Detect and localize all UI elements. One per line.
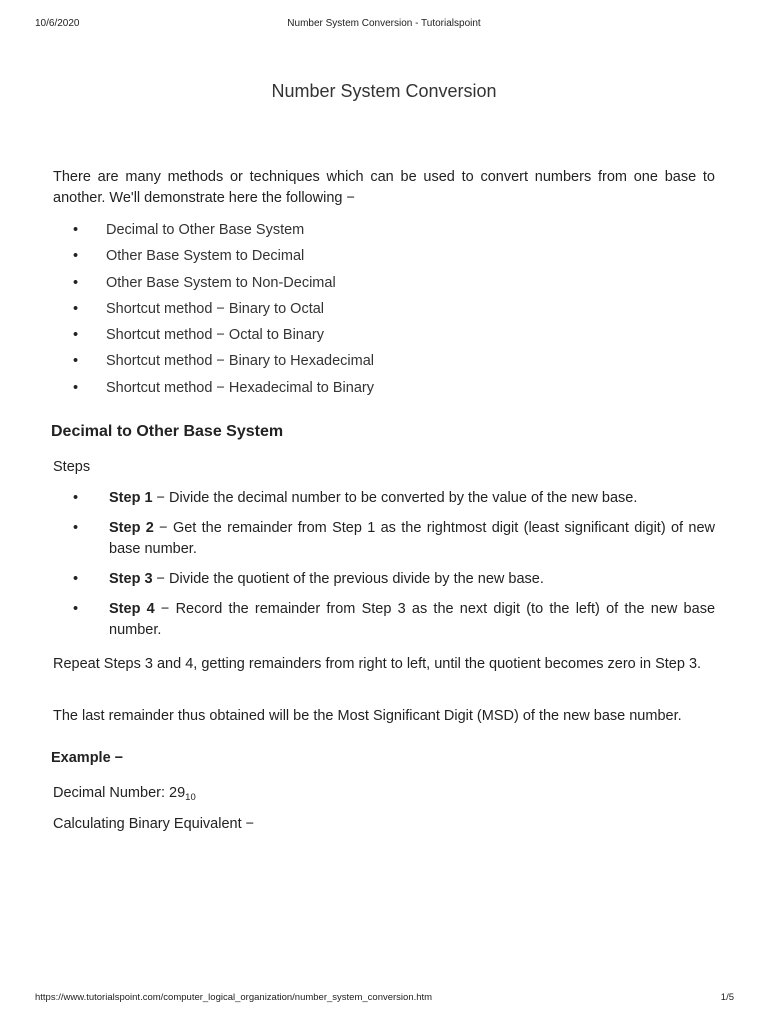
decimal-number-label: Decimal Number: 29 <box>53 785 186 801</box>
decimal-base-subscript: 10 <box>185 792 196 803</box>
msd-paragraph: The last remainder thus obtained will be the Most Significant Digit (MSD) of the new base number. <box>53 708 682 724</box>
step-text: − Divide the decimal number to be converted by the value of the new base. <box>152 490 638 506</box>
example-heading: Example − <box>51 750 124 766</box>
step-label: Step 1 <box>109 490 153 506</box>
topic-other-base-to-non-decimal[interactable]: • Other Base System to Non-Decimal <box>53 272 715 298</box>
topics-list <box>53 219 715 403</box>
topic-binary-to-octal[interactable]: • Shortcut method − Binary to Octal <box>53 298 715 324</box>
steps-list <box>53 488 715 650</box>
page-title: Number System Conversion <box>271 81 497 101</box>
page-number: 1/5 <box>720 992 734 1003</box>
print-header-title: Number System Conversion - Tutorialspoint <box>287 18 481 29</box>
step-text: − Get the remainder from Step 1 as the rightmost digit (least significant digit) of new base number. <box>109 520 716 557</box>
topic-hexadecimal-to-binary[interactable]: • Shortcut method − Hexadecimal to Binary <box>53 377 715 403</box>
calculating-binary-label: Calculating Binary Equivalent − <box>53 816 255 832</box>
step-item <box>53 569 715 590</box>
print-date: 10/6/2020 <box>35 18 80 29</box>
step-text: − Divide the quotient of the previous divide by the new base. <box>152 571 544 587</box>
page-url: https://www.tutorialspoint.com/computer_logical_organization/number_system_conversion.htm <box>35 992 433 1003</box>
steps-label: Steps <box>53 459 91 475</box>
topic-decimal-to-other-base[interactable]: • Decimal to Other Base System <box>53 219 715 245</box>
step-item <box>53 599 715 641</box>
step-item <box>53 488 715 509</box>
repeat-paragraph: Repeat Steps 3 and 4, getting remainders from right to left, until the quotient becomes zero in Step 3. <box>53 656 702 672</box>
step-label: Step 3 <box>109 571 153 587</box>
step-label: Step 2 <box>109 520 154 536</box>
step-item <box>53 518 715 560</box>
topic-other-base-to-decimal[interactable]: • Other Base System to Decimal <box>53 245 715 271</box>
intro-paragraph: There are many methods or techniques which can be used to convert numbers from one base to another. We'll demonstrate here the following − <box>53 169 715 206</box>
decimal-number <box>53 785 196 803</box>
topic-octal-to-binary[interactable]: • Shortcut method − Octal to Binary <box>53 324 715 350</box>
step-text: − Record the remainder from Step 3 as the next digit (to the left) of the new base number. <box>109 601 716 638</box>
section-heading: Decimal to Other Base System <box>51 423 284 440</box>
step-label: Step 4 <box>109 601 155 617</box>
topic-binary-to-hexadecimal[interactable]: • Shortcut method − Binary to Hexadecimal <box>53 350 715 376</box>
